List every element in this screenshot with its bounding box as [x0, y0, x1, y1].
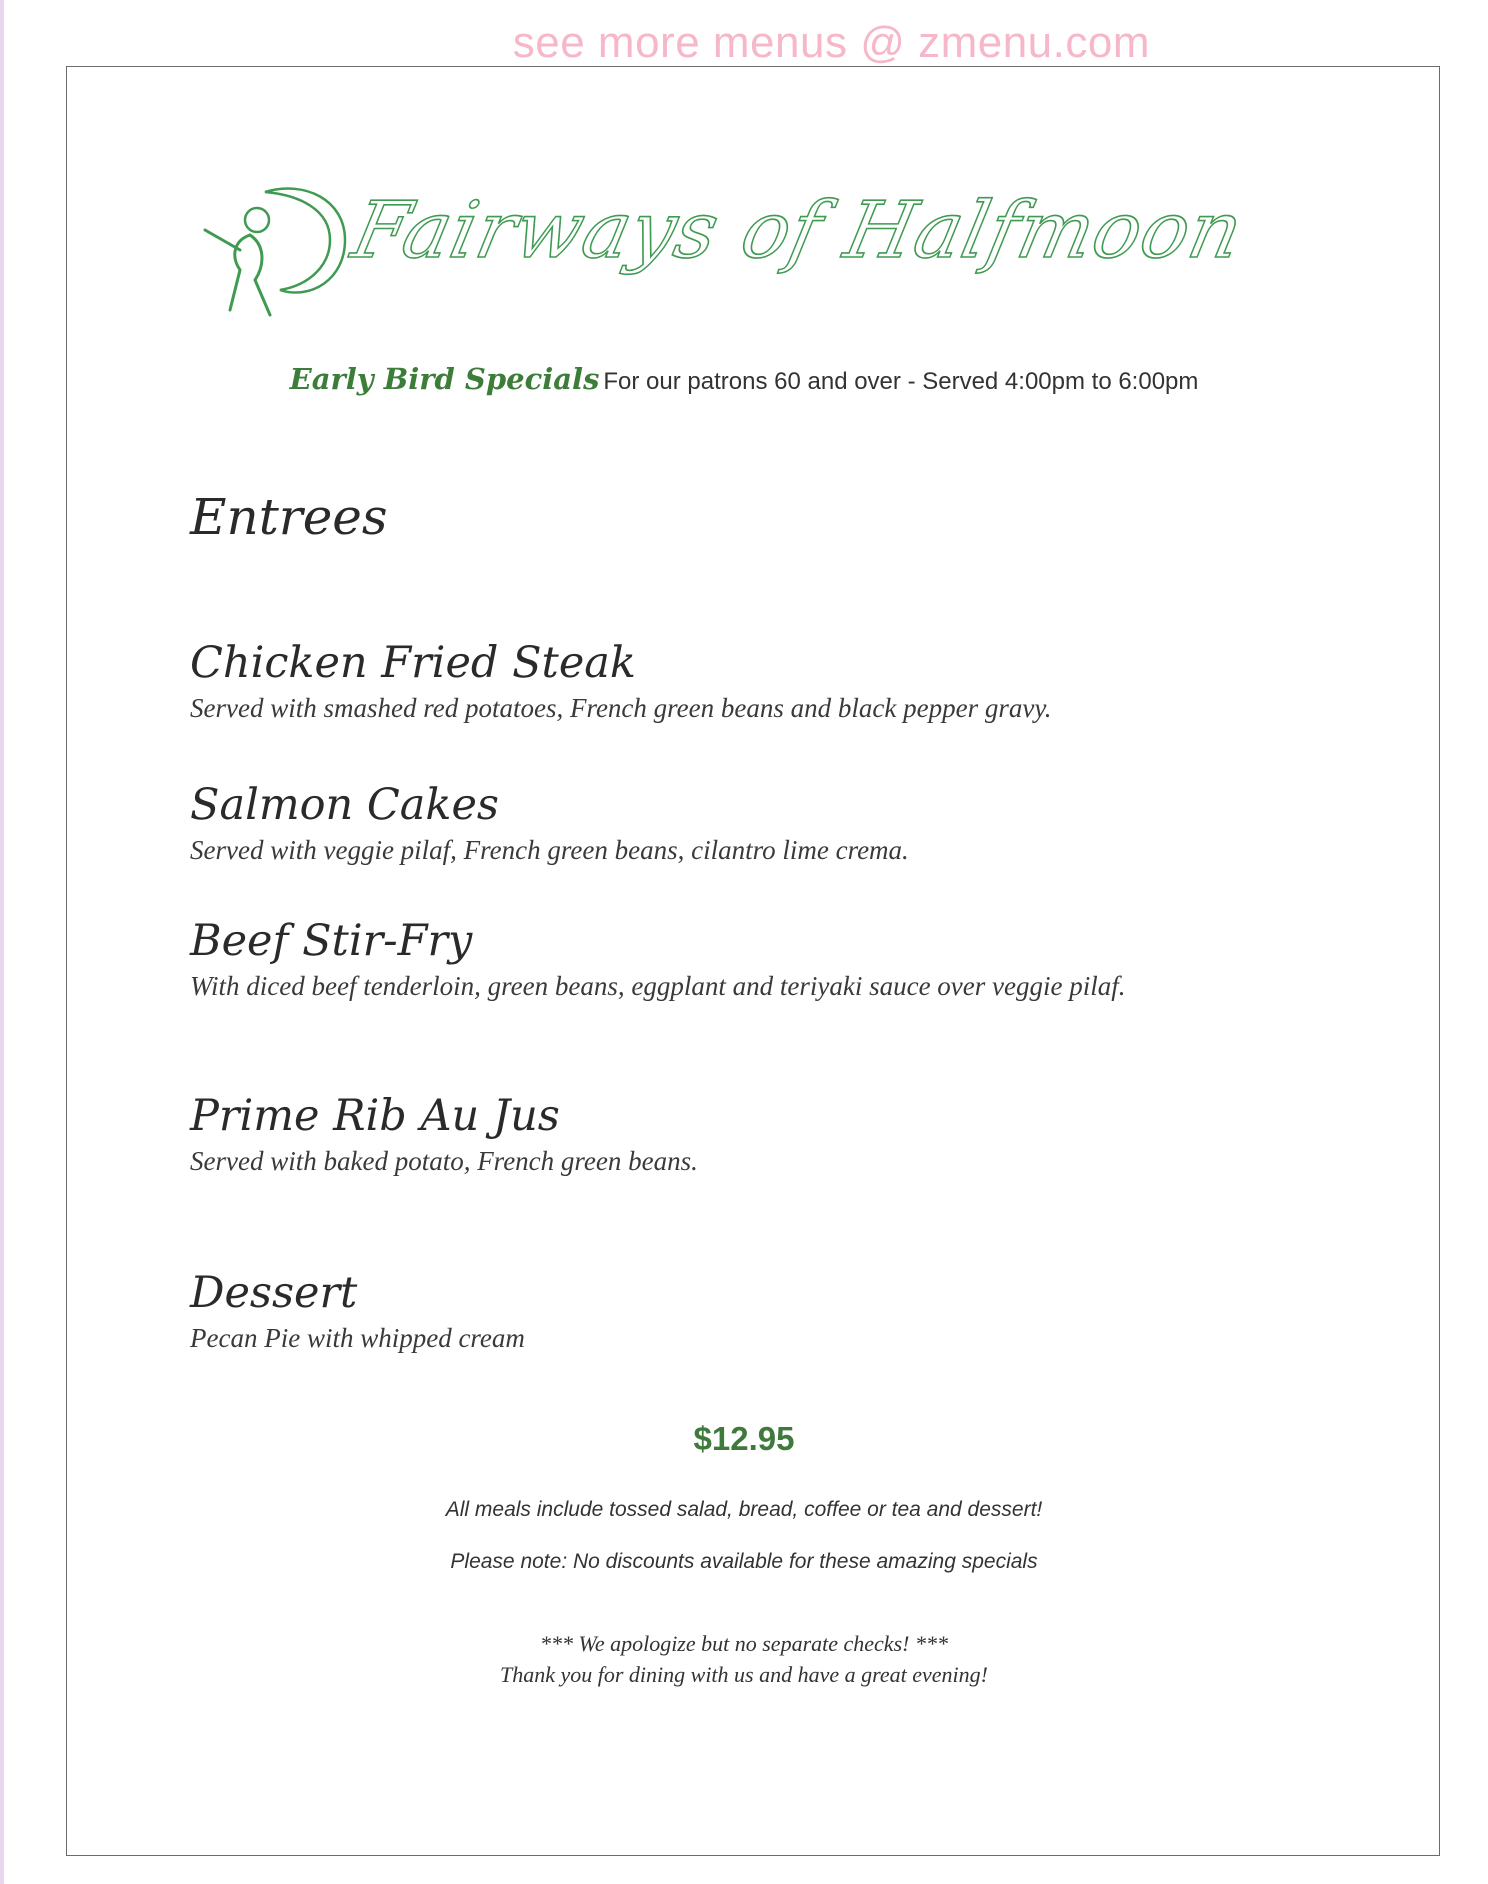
tagline-details: For our patrons 60 and over - Served 4:00pm to 6:00pm — [603, 368, 1199, 395]
includes-note: All meals include tossed salad, bread, coffee or tea and dessert! — [445, 1498, 1043, 1521]
menu-item-description: Served with veggie pilaf, French green beans, cilantro lime crema. — [190, 835, 909, 866]
dessert-description: Pecan Pie with whipped cream — [190, 1323, 525, 1354]
entrees-heading: Entrees — [190, 488, 388, 546]
watermark-text[interactable]: see more menus @ zmenu.com — [512, 18, 1150, 67]
menu-item-name: Chicken Fried Steak — [190, 638, 636, 688]
menu-item-description: Served with smashed red potatoes, French green beans and black pepper gravy. — [190, 693, 1052, 724]
tagline-script: Early Bird Specials — [289, 362, 600, 396]
menu-item — [190, 782, 909, 866]
menu-item-name: Prime Rib Au Jus — [190, 1091, 560, 1141]
golfer-moon-icon — [195, 180, 355, 330]
price-label: $12.95 — [693, 1420, 795, 1457]
discounts-note: Please note: No discounts available for these amazing specials — [450, 1550, 1038, 1573]
menu-item-name: Beef Stir-Fry — [190, 916, 473, 966]
thanks-note: Thank you for dining with us and have a great evening! — [499, 1662, 988, 1687]
dessert-item — [190, 1270, 525, 1354]
menu-item — [190, 1093, 698, 1177]
brand-name: Fairways of Halfmoon — [345, 186, 1251, 276]
menu-item — [190, 640, 1052, 724]
menu-item-name: Salmon Cakes — [190, 780, 499, 830]
menu-item-description: Served with baked potato, French green beans. — [190, 1146, 698, 1177]
page-edge-tint — [0, 0, 4, 1884]
menu-item-description: With diced beef tenderloin, green beans, eggplant and teriyaki sauce over veggie pilaf. — [190, 971, 1126, 1002]
tagline — [0, 362, 1488, 396]
menu-item — [190, 918, 1126, 1002]
apology-note: *** We apologize but no separate checks! *** — [540, 1631, 948, 1656]
dessert-heading: Dessert — [190, 1268, 358, 1318]
restaurant-logo — [195, 180, 1251, 340]
